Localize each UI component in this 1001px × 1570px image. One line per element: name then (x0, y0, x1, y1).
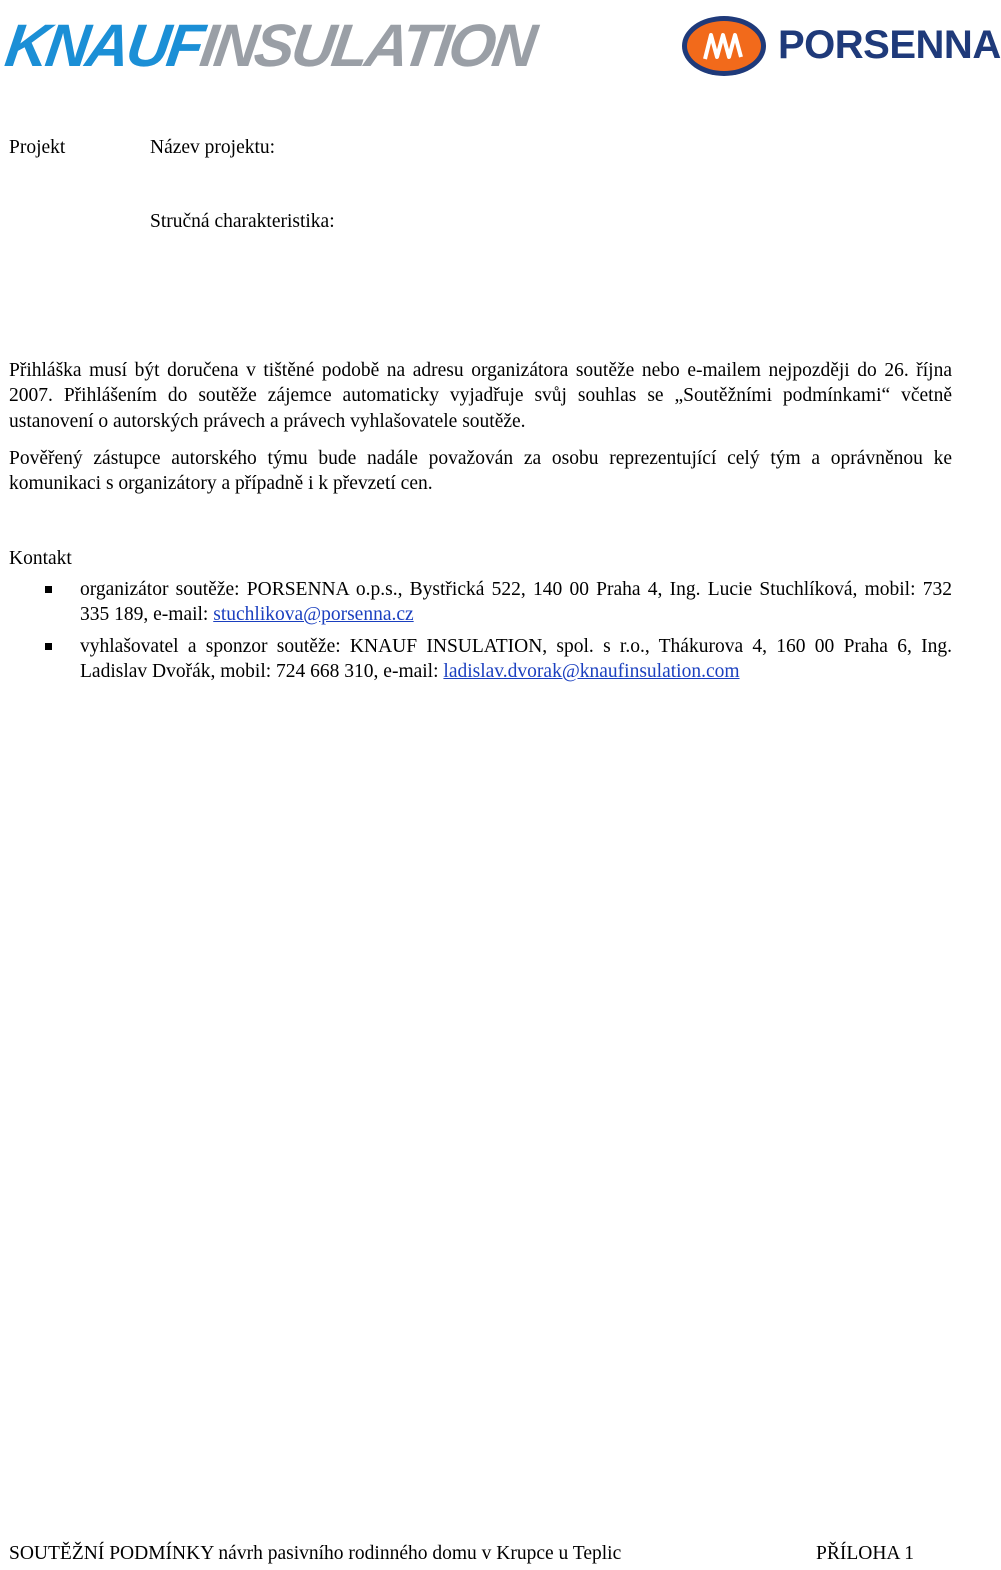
submission-paragraph (9, 358, 952, 434)
porsenna-logo (682, 14, 1001, 80)
bullet-square-icon (45, 643, 52, 650)
knauf-insulation-logo (0, 0, 538, 92)
insulation-logo-word: INSULATION (196, 12, 538, 79)
short-description-label: Stručná charakteristika: (150, 211, 335, 232)
representative-paragraph (9, 446, 952, 497)
contact-list (9, 577, 952, 690)
submission-text: Přihláška musí být doručena v tištěné podobě na adresu organizátora soutěže nebo e-mailem nejpozději do 26. října 2007. Přihlášením do soutěže zájemce automaticky vyjadřuje svůj souhlas se „Soutěžními podmínkami“ včetně ustanovení o autorských právech a právech vyhlašovatele soutěže. (9, 360, 952, 432)
organizer-contact-text: organizátor soutěže: PORSENNA o.p.s., Bystřická 522, 140 00 Praha 4, Ing. Lucie Stuchlíková, mobil: 732 335 189, e-mail: (80, 579, 952, 626)
porsenna-emblem-icon (682, 16, 766, 76)
contact-heading: Kontakt (9, 548, 72, 569)
porsenna-logo-text: PORSENNA (778, 23, 1001, 67)
sponsor-email-link[interactable]: ladislav.dvorak@knaufinsulation.com (443, 661, 740, 683)
project-label: Projekt (9, 137, 66, 158)
organizer-email-link[interactable]: stuchlikova@porsenna.cz (213, 604, 414, 626)
contact-item-organizer (9, 577, 952, 628)
contact-item-sponsor (9, 634, 952, 685)
footer-attachment: PŘÍLOHA 1 (816, 1543, 915, 1564)
knauf-logo-word: KNAUF (1, 12, 206, 79)
footer-title: SOUTĚŽNÍ PODMÍNKY návrh pasivního rodinného domu v Krupce u Teplic (9, 1543, 622, 1564)
sponsor-contact-text: vyhlašovatel a sponzor soutěže: KNAUF INSULATION, spol. s r.o., Thákurova 4, 160 00 Praha 6, Ing. Ladislav Dvořák, mobil: 724 668 310, e-mail: (80, 635, 952, 683)
representative-text: Pověřený zástupce autorského týmu bude nadále považován za osobu reprezentující celý tým a oprávněnou ke komunikaci s organizátory a případně i k převzetí cen. (9, 448, 952, 495)
project-name-label: Název projektu: (150, 137, 276, 158)
bullet-square-icon (45, 586, 52, 593)
